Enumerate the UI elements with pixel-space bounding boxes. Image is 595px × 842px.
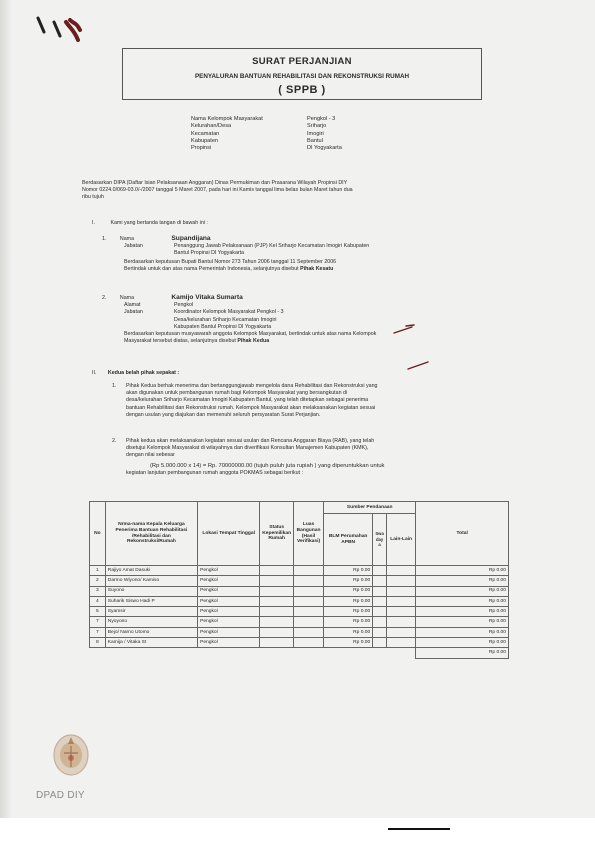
party-1-name: Supandijana — [171, 235, 211, 242]
party-1-basis: Berdasarkan keputusan Bupati Bantul Nomor 273 Tahun 2006 tanggal 11 September 2006 — [124, 258, 337, 265]
cell-area — [294, 607, 324, 617]
cell-location: Pengkol — [198, 596, 260, 606]
header-status: Status Kepemilikan Rumah — [260, 502, 294, 566]
cell-status — [260, 617, 294, 627]
party-1 — [102, 235, 502, 273]
table-row — [90, 638, 509, 648]
agreement-item-1 — [112, 383, 510, 419]
page-bottom-margin — [0, 818, 595, 842]
cell-status — [260, 576, 294, 586]
header-swadaya: Swadaya — [373, 514, 387, 566]
party-1-job: Penanggung Jawab Pelaksanaan (PJP) Kel Sriharjo Kecamatan Imogiri Kabupaten — [174, 243, 370, 250]
cell-blm: Rp 0.00 — [324, 596, 373, 606]
header-funding: Sumber Pendanaan — [324, 502, 416, 514]
item-number: 1. — [112, 383, 117, 389]
document-code: ( SPPB ) — [278, 84, 326, 96]
section-1-heading — [92, 220, 208, 227]
table-row — [90, 627, 509, 637]
cell-area — [294, 566, 324, 576]
info-value: Pengkol - 3 — [307, 116, 336, 122]
item-line: disetujui Kelompok Masyarakat di wilayahnya dan diverifikasi Konsultan Manajemen Kabupaten (KMK), — [126, 445, 369, 452]
field-label: Nama — [119, 236, 135, 242]
info-row — [191, 123, 342, 130]
cell-other — [386, 607, 415, 617]
cell-swadaya — [373, 607, 387, 617]
party-2-role-text: Masyarakat tersebut diatas, selanjutnya disebut — [124, 338, 238, 345]
cell-swadaya — [373, 586, 387, 596]
cell-status — [260, 566, 294, 576]
amount-formula: (Rp 5.000.000 x 14) = Rp. 70000000.00 (tujuh puluh juta rupiah ) yang diperuntukkan untuk — [150, 462, 385, 469]
cell-no: 8 — [90, 638, 106, 648]
document-subtitle: PENYALURAN BANTUAN REHABILITASI DAN REKONSTRUKSI RUMAH — [194, 73, 410, 80]
signature-tick — [392, 322, 418, 336]
cell-no: 2 — [90, 576, 106, 586]
table-row — [90, 617, 509, 627]
cell-area — [294, 576, 324, 586]
header-no: No — [90, 502, 106, 566]
item-line: dengan nilai sebesar — [126, 452, 175, 459]
cell-total: Rp 0.00 — [416, 627, 509, 637]
cell-name: Kamija / Vitaka St — [105, 638, 197, 648]
cell-blm: Rp 0.00 — [324, 566, 373, 576]
section-2-heading — [92, 370, 179, 377]
cell-name: Suyono — [105, 586, 197, 596]
section-number: II. — [92, 370, 97, 376]
field-label: Alamat — [124, 302, 141, 309]
cell-blm: Rp 0.00 — [324, 576, 373, 586]
party-2 — [102, 294, 502, 345]
cell-other — [386, 576, 415, 586]
info-label: Kecamatan — [191, 130, 220, 137]
cell-blm: Rp 0.00 — [324, 638, 373, 648]
header-blm: BLM Perumahan APBN — [324, 514, 373, 566]
party-2-role: Pihak Kedua — [237, 338, 270, 345]
party-number: 2. — [102, 295, 107, 301]
table-row — [90, 607, 509, 617]
item-line: akan digunakan untuk pembangunan rumah bagi Kelompok Masyarakat yang bersangkutan di — [126, 390, 348, 397]
item-number: 2. — [112, 438, 117, 444]
info-row — [191, 116, 342, 123]
cell-name: Syamsir — [105, 607, 197, 617]
scan-edge-shadow — [0, 0, 12, 842]
cell-name: Suharik Siswo Hadi P — [105, 596, 197, 606]
info-value: Imogiri — [307, 130, 324, 137]
cell-area — [294, 627, 324, 637]
cell-no: 7 — [90, 627, 106, 637]
field-label: Jabatan — [124, 243, 143, 250]
cell-status — [260, 596, 294, 606]
cell-total: Rp 0.00 — [416, 638, 509, 648]
cell-no: 1 — [90, 566, 106, 576]
party-number: 1. — [102, 236, 107, 242]
cell-swadaya — [373, 566, 387, 576]
info-row — [191, 131, 342, 138]
cell-location: Pengkol — [198, 586, 260, 596]
intro-paragraph — [82, 180, 502, 202]
cell-total: Rp 0.00 — [416, 576, 509, 586]
item-line: desa/kelurahan Sriharjo Kecamatan Imogiri Kabupaten Bantul, yang telah ditetapkan sebagai penerima — [126, 397, 369, 404]
cell-location: Pengkol — [198, 576, 260, 586]
table-total-row — [90, 648, 509, 658]
handwritten-mark — [30, 10, 110, 50]
table-row — [90, 566, 509, 576]
table-header-row — [90, 502, 509, 514]
cell-no: 4 — [90, 596, 106, 606]
cell-blm: Rp 0.00 — [324, 627, 373, 637]
party-2-name: Kamijo Vitaka Sumarta — [171, 294, 243, 301]
group-info — [191, 116, 342, 152]
recipients-table — [89, 501, 509, 659]
info-row — [191, 145, 342, 152]
cell-swadaya — [373, 627, 387, 637]
party-1-role: Pihak Kesatu — [300, 265, 334, 272]
cell-status — [260, 586, 294, 596]
cell-location: Pengkol — [198, 607, 260, 617]
bottom-rule — [388, 828, 450, 830]
party-2-basis: Berdasarkan keputusan musyawarah anggota Kelompok Masyarakat, bertindak untuk atas nama Kelompok — [124, 331, 377, 338]
info-value: DI Yogyakarta — [307, 145, 342, 152]
cell-total: Rp 0.00 — [416, 566, 509, 576]
info-label: Kelurahan/Desa — [191, 123, 232, 130]
section-heading: Kami yang bertanda tangan di bawah ini : — [110, 220, 208, 226]
cell-swadaya — [373, 576, 387, 586]
cell-location: Pengkol — [198, 566, 260, 576]
cell-other — [386, 586, 415, 596]
cell-name: Rajiyo Amat Dasuki — [105, 566, 197, 576]
cell-swadaya — [373, 638, 387, 648]
party-2-job-cont: Kabupaten Bantul Propinsi DI Yogyakarta — [174, 323, 272, 330]
cell-location: Pengkol — [198, 617, 260, 627]
info-value: Sriharjo — [307, 123, 327, 130]
table-row — [90, 586, 509, 596]
intro-line: ribu tujuh — [82, 194, 104, 201]
cell-area — [294, 586, 324, 596]
section-heading: Kedua belah pihak sepakat : — [107, 370, 180, 376]
grand-total-cell: Rp 0.00 — [416, 648, 509, 658]
cell-status — [260, 638, 294, 648]
watermark-text: DPAD DIY — [36, 790, 85, 801]
item-line: kegiatan lanjutan pembangunan rumah anggota POKMAS sebagai berikut : — [126, 469, 303, 476]
party-1-job-cont: Bantul Propinsi DI Yogyakarta — [174, 250, 245, 257]
document-title: SURAT PERJANJIAN — [252, 56, 352, 67]
cell-total: Rp 0.00 — [416, 586, 509, 596]
cell-area — [294, 617, 324, 627]
item-line: dengan usulan yang diajukan dan memenuhi seluruh persyaratan Surat Perjanjian. — [126, 411, 321, 418]
cell-total: Rp 0.00 — [416, 607, 509, 617]
cell-name: Darmo Wiyono/ Kamiso — [105, 576, 197, 586]
item-line: Pihak kedua akan melaksanakan kegiatan sesuai usulan dan Rencana Anggaran Biaya (RAB), yang telah — [126, 438, 375, 444]
info-row — [191, 138, 342, 145]
cell-total: Rp 0.00 — [416, 596, 509, 606]
cell-area — [294, 596, 324, 606]
party-1-role-text: Bertindak untuk dan atas nama Pemerintah Indonesia, selanjutnya disebut — [124, 265, 301, 272]
cell-name: Nyoyono — [105, 617, 197, 627]
title-box — [122, 48, 482, 100]
info-label: Kabupaten — [191, 137, 219, 144]
item-line: bantuan Rehabilitasi dan Rekonstruksi rumah. Kelompok Masyarakat akan melaksanakan kegiatan sesuai — [126, 404, 376, 411]
cell-total: Rp 0.00 — [416, 617, 509, 627]
cell-no: 7 — [90, 617, 106, 627]
header-area: Luas Bangunan (Hasil Verifikasi) — [294, 502, 324, 566]
dpad-emblem-icon — [50, 727, 92, 779]
party-2-job: Koordinator Kelompok Masyarakat Pengkol - 3 — [174, 309, 284, 316]
cell-location: Pengkol — [198, 627, 260, 637]
cell-no: 5 — [90, 607, 106, 617]
header-name: Nrma-nama Kepala Keluarga Penerima Bantuan Rehabilitasi /Rehabilitasi dan Rekonstruksi/Rumah — [105, 502, 197, 566]
section-number: I. — [92, 220, 95, 226]
item-line: Pihak Kedua berhak menerima dan bertanggungjawab mengelola dana Rehabilitasi dan Rekonstruksi yang — [126, 383, 378, 389]
table-row — [90, 576, 509, 586]
intro-line: Berdasarkan DIPA (Daftar Isian Pelaksanaan Anggaran) Dinas Permukiman dan Prasarana Wilayah Propinsi DIY — [82, 180, 348, 186]
info-label: Propinsi — [191, 145, 212, 152]
header-total: Total — [416, 502, 509, 566]
signature-tick — [406, 358, 432, 372]
header-other: Lain-Lain — [386, 514, 415, 566]
cell-location: Pengkol — [198, 638, 260, 648]
party-2-address: Pengkol — [174, 302, 194, 309]
cell-blm: Rp 0.00 — [324, 617, 373, 627]
cell-swadaya — [373, 596, 387, 606]
table-row — [90, 596, 509, 606]
cell-blm: Rp 0.00 — [324, 586, 373, 596]
agreement-item-2 — [112, 438, 510, 477]
cell-other — [386, 638, 415, 648]
cell-area — [294, 638, 324, 648]
info-label: Nama Kelompok Masyarakat — [191, 116, 263, 122]
field-label: Jabatan — [124, 309, 143, 316]
intro-line: Nomor 0224.0/069-03.0/-/2007 tanggal 5 Maret 2007, pada hari ini Kamis tanggal lima belas bulan Maret tahun dua — [82, 187, 353, 194]
cell-name: Bejo/ Narno Utomo — [105, 627, 197, 637]
cell-swadaya — [373, 617, 387, 627]
info-value: Bantul — [307, 137, 323, 144]
cell-other — [386, 617, 415, 627]
header-location: Lokasi Tempat Tinggal — [198, 502, 260, 566]
cell-other — [386, 596, 415, 606]
cell-blm: Rp 0.00 — [324, 607, 373, 617]
cell-other — [386, 566, 415, 576]
cell-status — [260, 607, 294, 617]
cell-no: 3 — [90, 586, 106, 596]
cell-status — [260, 627, 294, 637]
field-label: Nama — [119, 295, 135, 301]
cell-other — [386, 627, 415, 637]
party-2-job-cont: Desa/kelurahan Sriharjo Kecamatan Imogiri — [174, 316, 277, 323]
